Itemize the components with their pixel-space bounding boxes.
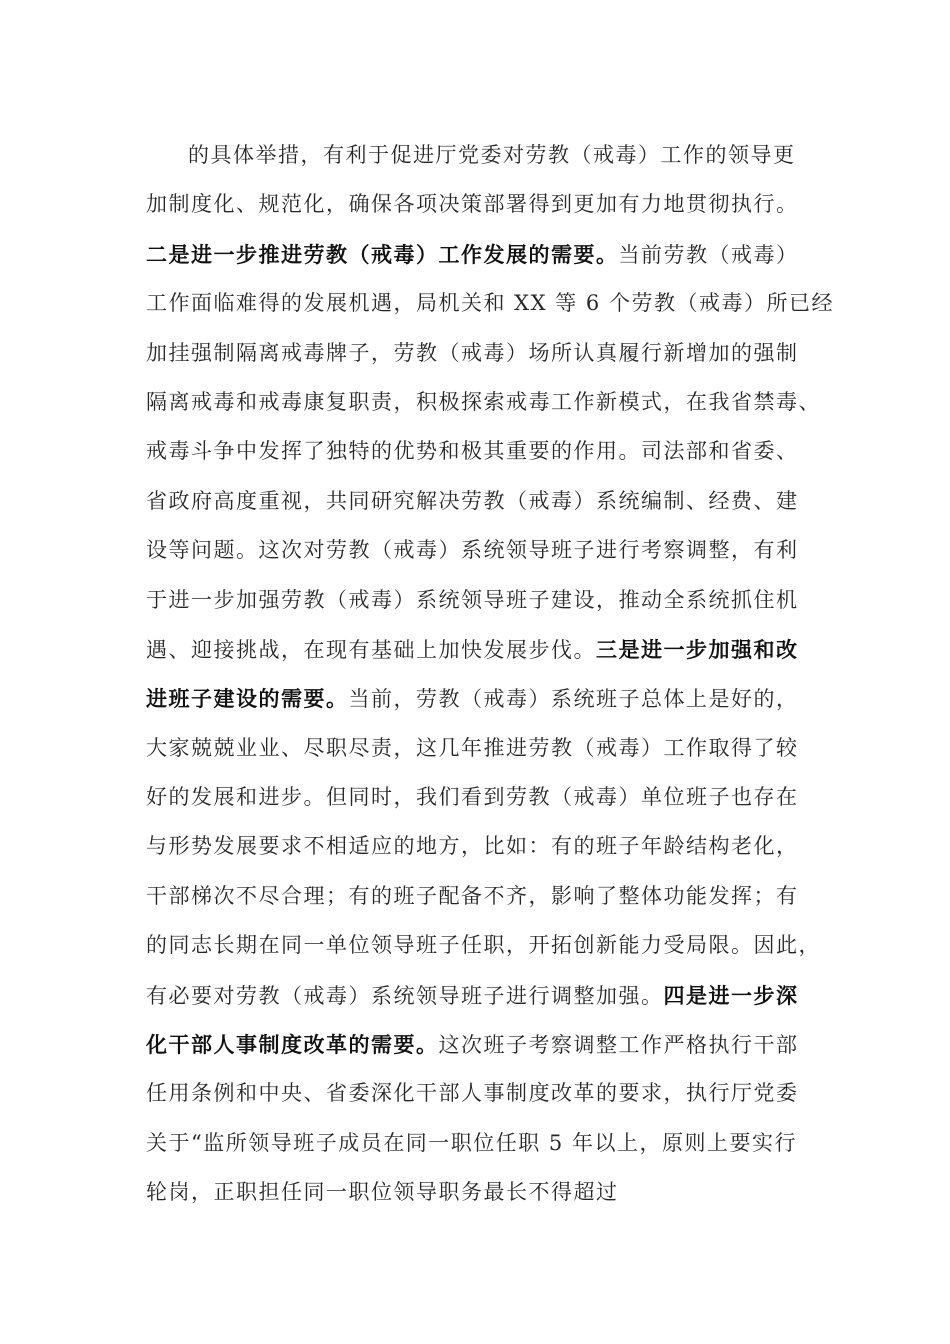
- text-run: 省政府高度重视，共同研究解决劳教（戒毒）系统编制、经费、建: [146, 488, 799, 513]
- text-run: 的具体举措，有利于促进厅党委对劳教（戒毒）工作的领导更: [188, 143, 796, 167]
- text-line: [146, 1119, 826, 1168]
- text-run: 遇、迎接挑战，在现有基础上加快发展步伐。: [146, 637, 596, 662]
- text-line: [146, 1069, 826, 1118]
- text-run: 当前劳教（戒毒）: [618, 242, 799, 267]
- text-line: [146, 427, 826, 476]
- text-run: 加制度化、规范化，确保各项决策部署得到更加有力地贯彻执行。: [146, 192, 799, 217]
- bold-heading-run: 三是进一步加强和改: [596, 636, 799, 662]
- text-line: [146, 1168, 826, 1217]
- bold-heading-run: 四是进一步深: [663, 982, 799, 1008]
- text-run: 隔离戒毒和戒毒康复职责，积极探索戒毒工作新模式，在我省禁毒、: [146, 389, 821, 414]
- text-line: [146, 526, 826, 575]
- text-run: 于进一步加强劳教（戒毒）系统领导班子建设，推动全系统抓住机: [146, 587, 799, 612]
- text-line: [146, 279, 834, 328]
- text-run: 与形势发展要求不相适应的地方，比如：有的班子年龄结构老化，: [146, 834, 799, 859]
- text-run: 任用条例和中央、省委深化干部人事制度改革的要求，执行厅党委: [146, 1081, 799, 1106]
- text-run: 干部梯次不尽合理；有的班子配备不齐，影响了整体功能发挥；有: [146, 883, 799, 908]
- text-line: [146, 625, 826, 674]
- text-line: [146, 674, 826, 723]
- text-line: [146, 872, 826, 921]
- text-line: [146, 329, 826, 378]
- text-run: 设等问题。这次对劳教（戒毒）系统领导班子进行考察调整，有利: [146, 538, 799, 563]
- text-run: 好的发展和进步。但同时，我们看到劳教（戒毒）单位班子也存在: [146, 785, 799, 810]
- text-line: [146, 971, 826, 1020]
- text-run: 轮岗，正职担任同一职位领导职务最长不得超过: [146, 1180, 619, 1205]
- text-line: [146, 773, 826, 822]
- text-line: [146, 477, 826, 526]
- text-line: [146, 921, 826, 970]
- text-line: [146, 230, 826, 279]
- text-run: 加挂强制隔离戒毒牌子，劳教（戒毒）场所认真履行新增加的强制: [146, 340, 799, 365]
- text-line: [146, 576, 826, 625]
- bold-heading-run: 化干部人事制度改革的需要。: [146, 1032, 439, 1058]
- bold-heading-run: 进班子建设的需要。: [146, 686, 349, 712]
- bold-heading-run: 二是进一步推进劳教（戒毒）工作发展的需要。: [146, 241, 619, 267]
- text-run: 这次班子考察调整工作严格执行干部: [438, 1033, 799, 1058]
- text-run: 工作面临难得的发展机遇，局机关和 XX 等 6 个劳教（戒毒）所已经: [146, 291, 834, 316]
- text-run: 戒毒斗争中发挥了独特的优势和极其重要的作用。司法部和省委、: [146, 439, 799, 464]
- text-line: [146, 822, 826, 871]
- text-run: 大家兢兢业业、尽职尽责，这几年推进劳教（戒毒）工作取得了较: [146, 735, 799, 760]
- text-line: [146, 724, 826, 773]
- body-text: [146, 131, 834, 1218]
- text-run: 有必要对劳教（戒毒）系统领导班子进行调整加强。: [146, 983, 664, 1008]
- text-line: [146, 131, 826, 180]
- text-line: [146, 378, 826, 427]
- text-line: [146, 1020, 826, 1069]
- text-run: 关于“监所领导班子成员在同一职位任职 5 年以上，原则上要实行: [146, 1130, 797, 1155]
- text-run: 当前，劳教（戒毒）系统班子总体上是好的，: [348, 687, 799, 712]
- text-line: [146, 180, 826, 229]
- text-run: 的同志长期在同一单位领导班子任职，开拓创新能力受局限。因此，: [146, 933, 821, 958]
